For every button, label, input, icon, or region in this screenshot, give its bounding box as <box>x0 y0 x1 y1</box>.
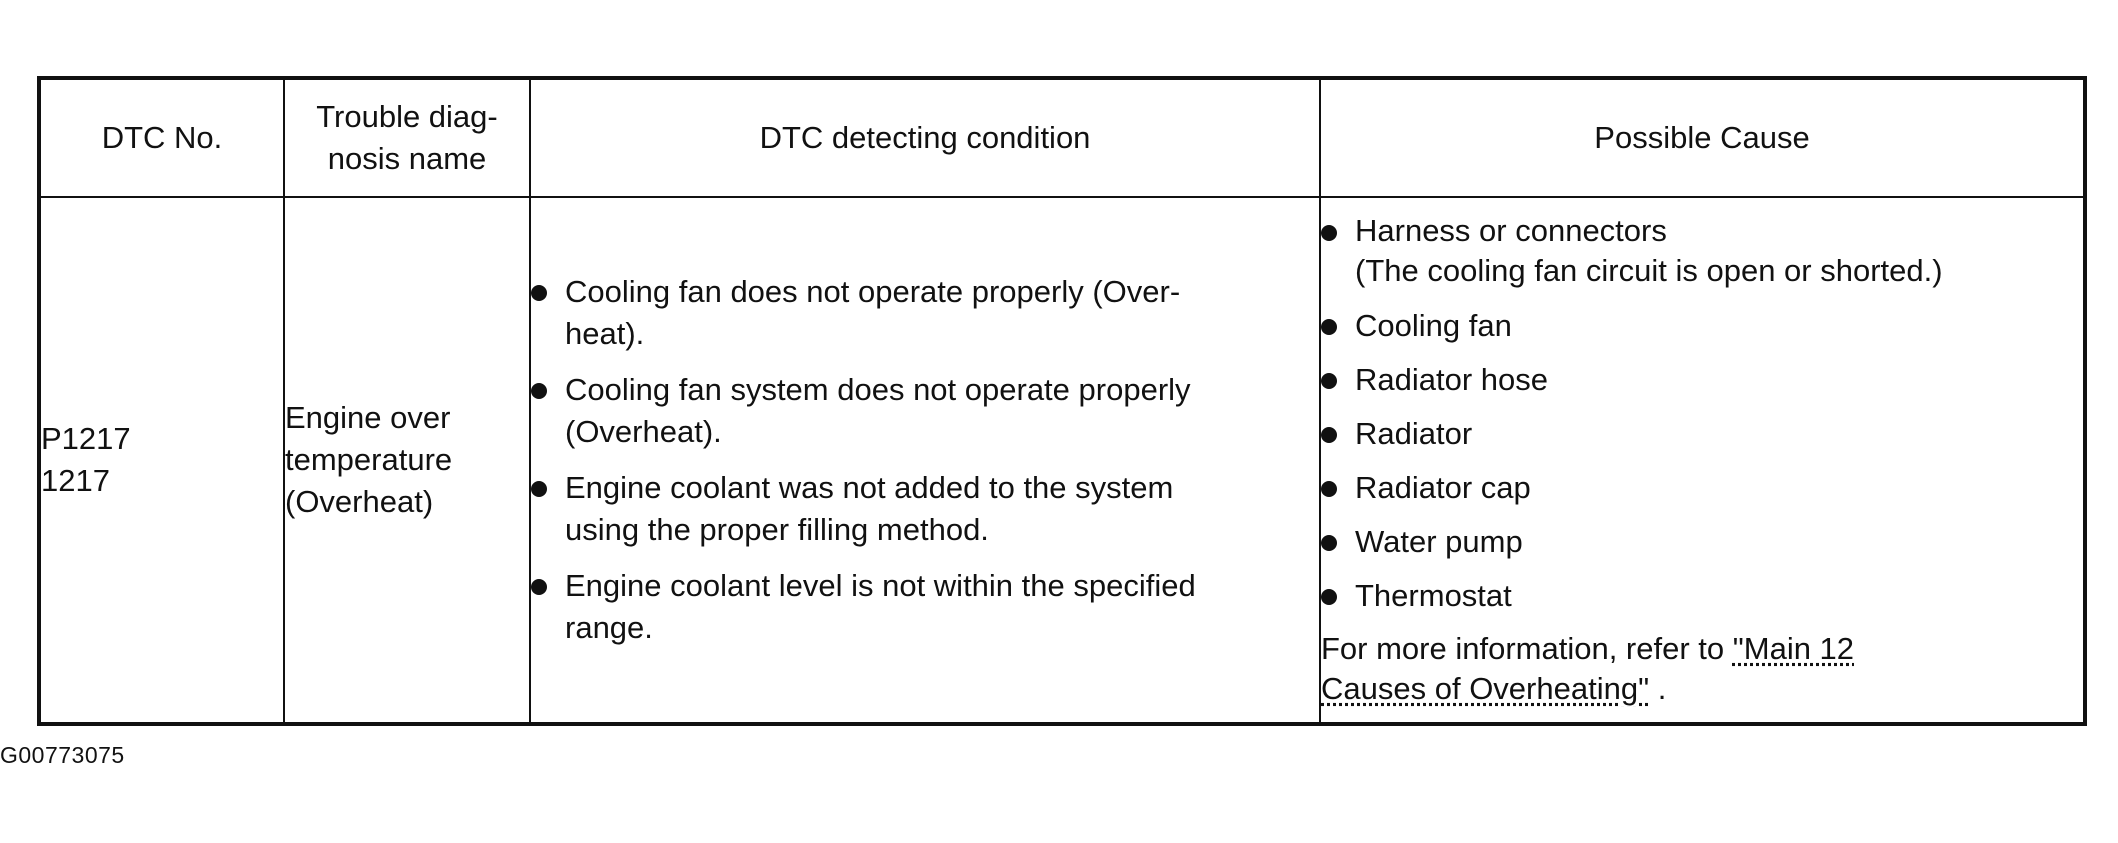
header-row <box>39 78 2085 197</box>
cause-list <box>1321 211 2083 616</box>
condition-text: Cooling fan does not operate properly (Over- <box>565 274 1181 309</box>
bullet-icon <box>531 579 547 595</box>
header-dtc-no: DTC No. <box>39 78 284 197</box>
detecting-condition-cell <box>530 197 1320 724</box>
diagnosis-name-line: (Overheat) <box>285 484 434 519</box>
list-item <box>531 271 1319 355</box>
bullet-icon <box>1321 319 1337 335</box>
diagnosis-name-line: temperature <box>285 442 453 477</box>
bullet-icon <box>1321 589 1337 605</box>
condition-list <box>531 271 1319 649</box>
cause-text: Water pump <box>1355 524 1523 559</box>
overheating-causes-link[interactable]: Causes of Overheating" <box>1321 671 1650 706</box>
table-row <box>39 197 2085 724</box>
cause-text: Cooling fan <box>1355 308 1512 343</box>
diagnosis-name-cell <box>284 197 530 724</box>
header-diagnosis-name-line: Trouble diag- <box>316 99 498 134</box>
condition-text: (Overheat). <box>565 414 722 449</box>
list-item <box>531 369 1319 453</box>
bullet-icon <box>531 285 547 301</box>
diagnosis-name-line: Engine over <box>285 400 451 435</box>
condition-text: Engine coolant level is not within the specified <box>565 568 1196 603</box>
condition-text: range. <box>565 610 653 645</box>
dtc-code: P1217 <box>41 421 131 456</box>
cause-text: Radiator <box>1355 416 1473 451</box>
bullet-icon <box>1321 535 1337 551</box>
condition-text: Cooling fan system does not operate properly <box>565 372 1191 407</box>
header-detecting-condition: DTC detecting condition <box>530 78 1320 197</box>
list-item <box>1321 467 2083 508</box>
dtc-code-cell <box>39 197 284 724</box>
cause-text: (The cooling fan circuit is open or shorted.) <box>1355 253 1943 288</box>
dtc-code: 1217 <box>41 463 110 498</box>
cause-text: Harness or connectors <box>1355 213 1667 248</box>
bullet-icon <box>531 383 547 399</box>
condition-text: Engine coolant was not added to the system <box>565 470 1174 505</box>
header-diagnosis-name <box>284 78 530 197</box>
dtc-table <box>37 76 2087 726</box>
list-item <box>1321 359 2083 400</box>
list-item <box>1321 413 2083 454</box>
condition-text: using the proper filling method. <box>565 512 989 547</box>
cause-text: Radiator cap <box>1355 470 1531 505</box>
bullet-icon <box>1321 225 1337 241</box>
list-item <box>1321 575 2083 616</box>
note-suffix: . <box>1649 671 1667 706</box>
condition-text: heat). <box>565 316 645 351</box>
list-item <box>1321 305 2083 346</box>
more-info-note <box>1321 629 2083 709</box>
bullet-icon <box>1321 373 1337 389</box>
list-item <box>531 565 1319 649</box>
cause-text: Radiator hose <box>1355 362 1549 397</box>
possible-cause-cell <box>1320 197 2085 724</box>
list-item <box>1321 211 2083 291</box>
note-prefix: For more information, refer to <box>1321 631 1733 666</box>
bullet-icon <box>1321 481 1337 497</box>
header-diagnosis-name-line: nosis name <box>327 141 487 176</box>
overheating-causes-link[interactable]: "Main 12 <box>1732 631 1855 666</box>
list-item <box>531 467 1319 551</box>
figure-id: G00773075 <box>0 742 125 768</box>
bullet-icon <box>531 481 547 497</box>
header-possible-cause: Possible Cause <box>1320 78 2085 197</box>
cause-text: Thermostat <box>1355 578 1512 613</box>
bullet-icon <box>1321 427 1337 443</box>
list-item <box>1321 521 2083 562</box>
